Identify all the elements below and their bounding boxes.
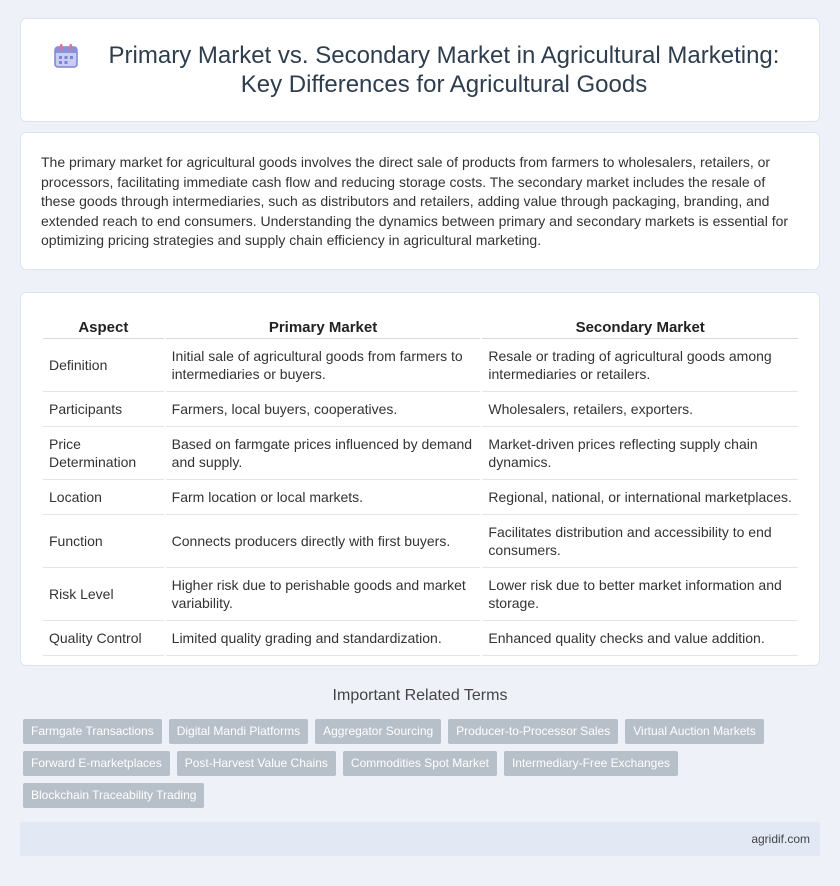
related-term-tag[interactable]: Intermediary-Free Exchanges	[504, 751, 678, 776]
table-row	[43, 515, 798, 568]
cell-aspect: Price Determination	[43, 427, 165, 480]
table-row	[43, 339, 798, 392]
table-row	[43, 568, 798, 621]
related-term-tag[interactable]: Forward E-marketplaces	[23, 751, 170, 776]
cell-aspect: Quality Control	[43, 621, 165, 656]
related-term-tag[interactable]: Digital Mandi Platforms	[169, 719, 308, 744]
cell-secondary: Facilitates distribution and accessibility to end consumers.	[481, 515, 798, 568]
header-aspect: Aspect	[43, 311, 165, 339]
table-row	[43, 392, 798, 427]
comparison-table-card	[20, 292, 820, 666]
table-header-row	[43, 311, 798, 339]
footer	[20, 822, 820, 856]
related-terms-list	[23, 719, 813, 815]
cell-primary: Initial sale of agricultural goods from farmers to intermediaries or buyers.	[165, 339, 482, 392]
cell-secondary: Market-driven prices reflecting supply chain dynamics.	[481, 427, 798, 480]
cell-aspect: Definition	[43, 339, 165, 392]
related-term-tag[interactable]: Post-Harvest Value Chains	[177, 751, 336, 776]
cell-secondary: Enhanced quality checks and value addition.	[481, 621, 798, 656]
related-term-tag[interactable]: Farmgate Transactions	[23, 719, 162, 744]
related-term-tag[interactable]: Producer-to-Processor Sales	[448, 719, 618, 744]
cell-aspect: Participants	[43, 392, 165, 427]
calendar-icon	[51, 41, 81, 71]
cell-secondary: Lower risk due to better market information and storage.	[481, 568, 798, 621]
header-secondary-market: Secondary Market	[481, 311, 798, 339]
cell-primary: Higher risk due to perishable goods and market variability.	[165, 568, 482, 621]
cell-primary: Farm location or local markets.	[165, 480, 482, 515]
cell-aspect: Location	[43, 480, 165, 515]
intro-paragraph: The primary market for agricultural goods involves the direct sale of products from farmers to wholesalers, retailers, or processors, facilitating immediate cash flow and reducing storage costs. The secondary market includes the resale of these goods through intermediaries, such as distributors and retailers, adding value through packaging, branding, and extended reach to end consumers. Understanding the dynamics between primary and secondary markets is essential for optimizing pricing strategies and supply chain efficiency in agricultural marketing.	[41, 154, 789, 248]
related-term-tag[interactable]: Commodities Spot Market	[343, 751, 497, 776]
table-row	[43, 621, 798, 656]
cell-aspect: Risk Level	[43, 568, 165, 621]
comparison-table	[43, 311, 798, 656]
cell-primary: Limited quality grading and standardization.	[165, 621, 482, 656]
cell-primary: Based on farmgate prices influenced by demand and supply.	[165, 427, 482, 480]
header-primary-market: Primary Market	[165, 311, 482, 339]
header-card	[20, 18, 820, 122]
page-title: Primary Market vs. Secondary Market in Agricultural Marketing: Key Differences for Agricultural Goods	[108, 42, 780, 98]
intro-card	[20, 132, 820, 270]
related-term-tag[interactable]: Aggregator Sourcing	[315, 719, 441, 744]
footer-site-link[interactable]: agridif.com	[751, 832, 810, 846]
cell-secondary: Wholesalers, retailers, exporters.	[481, 392, 798, 427]
table-row	[43, 427, 798, 480]
related-term-tag[interactable]: Virtual Auction Markets	[625, 719, 764, 744]
cell-primary: Farmers, local buyers, cooperatives.	[165, 392, 482, 427]
cell-primary: Connects producers directly with first buyers.	[165, 515, 482, 568]
cell-secondary: Regional, national, or international marketplaces.	[481, 480, 798, 515]
related-term-tag[interactable]: Blockchain Traceability Trading	[23, 783, 204, 808]
cell-aspect: Function	[43, 515, 165, 568]
cell-secondary: Resale or trading of agricultural goods among intermediaries or retailers.	[481, 339, 798, 392]
table-row	[43, 480, 798, 515]
related-terms-title: Important Related Terms	[332, 687, 508, 704]
